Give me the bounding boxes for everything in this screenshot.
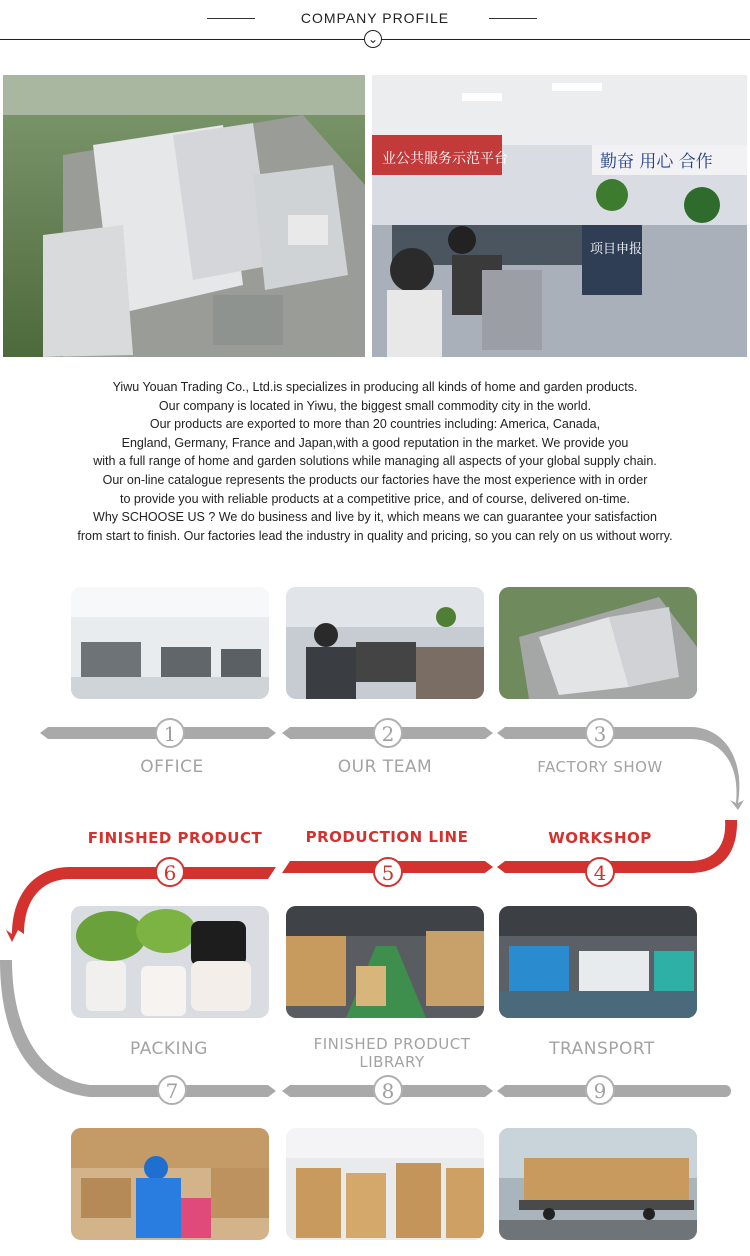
intro-line: with a full range of home and garden solutions while managing all aspects of your global supply chain. (93, 454, 657, 469)
transport-thumbnail (499, 1128, 697, 1240)
step-5-number: 5 (373, 857, 403, 887)
chevron-down-icon: ⌄ (364, 30, 382, 48)
step-1-label: OFFICE (140, 757, 204, 777)
step-8-label (285, 1035, 499, 1071)
step-8-number: 8 (373, 1075, 403, 1105)
intro-line: Why SCHOOSE US ? We do business and live by it, which means we can guarantee your satisfaction (93, 510, 657, 525)
intro-line: Our products are exported to more than 20 countries including: America, Canada, (149, 417, 601, 432)
company-intro (20, 378, 730, 545)
step-9-label: TRANSPORT (549, 1039, 655, 1059)
svg-text:项目申报: 项目申报 (590, 242, 643, 257)
step-5-label: PRODUCTION LINE (305, 828, 469, 846)
step-3-label: FACTORY SHOW (537, 758, 663, 776)
svg-text:业公共服务示范平台: 业公共服务示范平台 (382, 151, 508, 167)
step-2-label: OUR TEAM (337, 757, 433, 777)
intro-line: Our on-line catalogue represents the products our factories have the most experience with in order (102, 472, 648, 487)
office-thumbnail (71, 587, 269, 699)
packing-thumbnail (71, 1128, 269, 1240)
intro-line: Our company is located in Yiwu, the biggest small commodity city in the world. (158, 398, 592, 413)
step-6-number: 6 (155, 857, 185, 887)
step-7-label: PACKING (130, 1039, 208, 1059)
production-line-thumbnail (286, 906, 484, 1018)
team-thumbnail (286, 587, 484, 699)
step-2-number: 2 (373, 718, 403, 748)
step-3-number: 3 (585, 718, 615, 748)
svg-text:勤奋 用心 合作: 勤奋 用心 合作 (600, 152, 713, 172)
step-7-number: 7 (157, 1075, 187, 1105)
step-6-label: FINISHED PRODUCT (87, 829, 263, 847)
product-library-thumbnail (286, 1128, 484, 1240)
page-title: COMPANY PROFILE (300, 10, 450, 26)
step-8-label-line1: FINISHED PRODUCT (313, 1035, 471, 1053)
step-1-number: 1 (155, 718, 185, 748)
intro-line: England, Germany, France and Japan,with a good reputation in the market. We provide you (121, 435, 629, 450)
finished-product-thumbnail (71, 906, 269, 1018)
intro-line: to provide you with reliable products at a competitive price, and of course, delivered on-time. (120, 491, 630, 506)
intro-line: from start to finish. Our factories lead the industry in quality and pricing, so you can rely on us without worry. (77, 528, 673, 543)
intro-line: Yiwu Youan Trading Co., Ltd.is specializes in producing all kinds of home and garden products. (112, 380, 638, 394)
step-4-number: 4 (585, 857, 615, 887)
step-8-label-line2: LIBRARY (359, 1053, 425, 1071)
factory-thumbnail (499, 587, 697, 699)
workshop-thumbnail (499, 906, 697, 1018)
step-4-label: WORKSHOP (548, 829, 652, 847)
factory-aerial-photo (3, 75, 365, 357)
office-photo (372, 75, 747, 357)
step-9-number: 9 (585, 1075, 615, 1105)
